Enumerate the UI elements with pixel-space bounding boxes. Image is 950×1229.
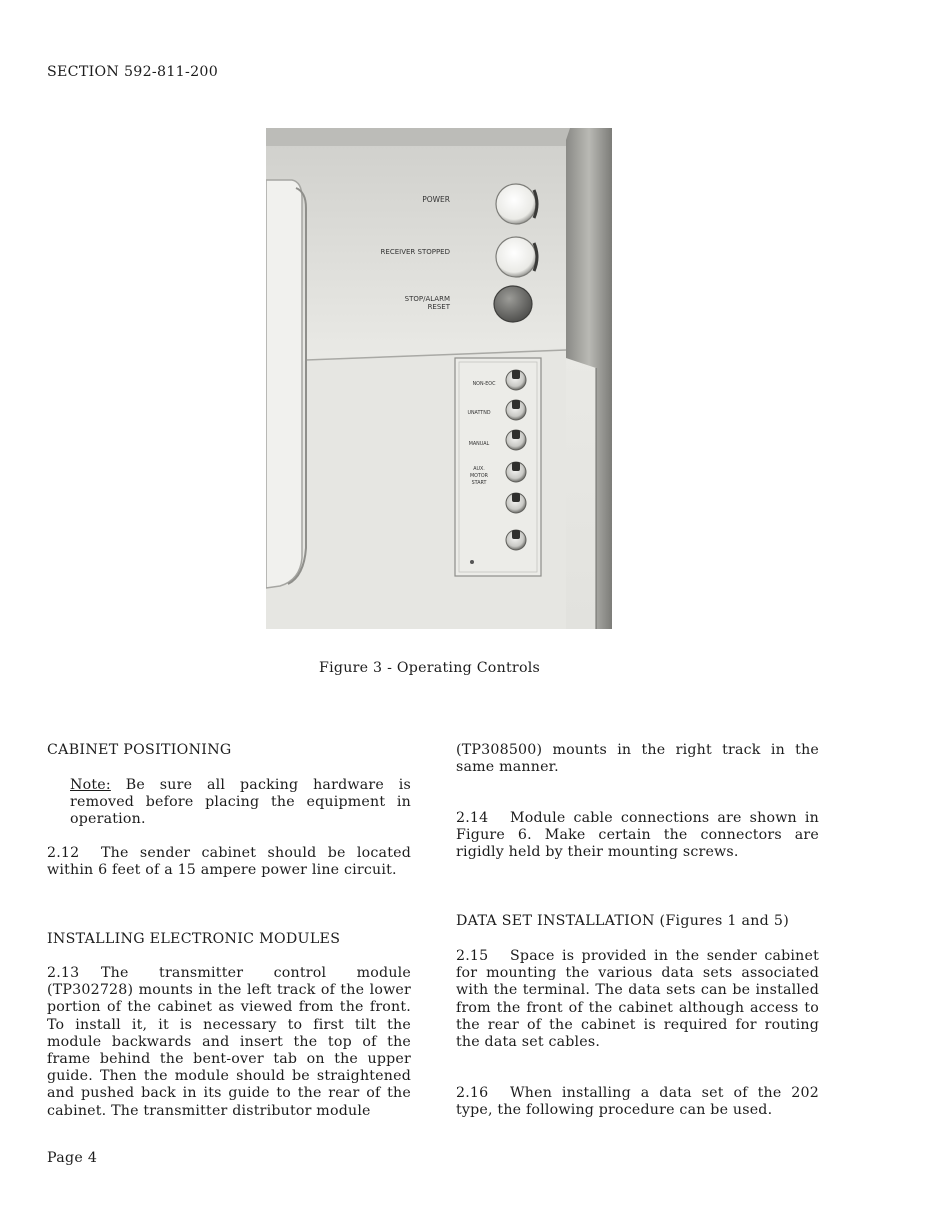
operating-controls-photo — [266, 128, 612, 629]
start-label: START — [471, 481, 487, 486]
paragraph-number: 2.14 — [456, 810, 489, 826]
paragraph-2-14 — [456, 810, 819, 862]
switch-knob-icon — [506, 493, 526, 513]
paragraph-text: The sender cabinet should be located within 6 feet of a 15 ampere power line circuit. — [47, 845, 411, 879]
paragraph-text: When installing a data set of the 202 type, the following procedure can be used. — [456, 1085, 819, 1119]
paragraph-text: The transmitter control module (TP302728) mounts in the left track of the lower portion of the cabinet as viewed from the front. To install it, it is necessary to first tilt the module backwards and insert the top of the frame behind the bent-over tab on the upper guide. Then the module should be straightened and pushed back in its guide to the rear of the cabinet. The transmitter distributor module — [47, 965, 411, 1119]
paragraph-2-16 — [456, 1085, 819, 1119]
page-number: Page 4 — [47, 1150, 98, 1166]
paragraph-number: 2.13 — [47, 965, 80, 981]
note-text: Be sure all packing hardware is removed before placing the equipment in operation. — [70, 777, 411, 828]
switch-knob-icon — [506, 400, 526, 420]
paragraph-text: Module cable connections are shown in Figure 6. Make certain the connectors are rigidly held by their mounting screws. — [456, 810, 819, 861]
reset-label: RESET — [427, 303, 450, 311]
paragraph-number: 2.12 — [47, 845, 80, 861]
power-label: POWER — [422, 195, 450, 204]
note-paragraph — [70, 777, 411, 829]
receiver-stopped-lamp-icon — [496, 237, 537, 277]
unattnd-label: UNATTND — [467, 411, 491, 416]
non-eoc-label: NON-EOC — [472, 382, 496, 387]
switch-knob-icon — [506, 462, 526, 482]
manual-label: MANUAL — [468, 442, 490, 447]
heading-cabinet-positioning: CABINET POSITIONING — [47, 742, 232, 758]
stop-alarm-label: STOP/ALARM — [404, 295, 450, 303]
figure-caption: Figure 3 - Operating Controls — [319, 660, 541, 676]
paragraph-text: Space is provided in the sender cabinet for mounting the various data sets associated with the terminal. The data sets can be installed from the front of the cabinet although access to the rear of the cabinet is required for routing the data set cables. — [456, 948, 819, 1051]
indicator-dot-icon — [470, 560, 474, 564]
power-lamp-icon — [496, 184, 537, 224]
paragraph-2-13-continued: (TP308500) mounts in the right track in the same manner. — [456, 742, 819, 776]
paragraph-number: 2.16 — [456, 1085, 489, 1101]
note-label: Note: — [70, 777, 111, 793]
aux-label: AUX. — [473, 467, 485, 472]
paragraph-2-13 — [47, 965, 411, 1120]
switch-knob-icon — [506, 430, 526, 450]
paragraph-2-15 — [456, 948, 819, 1051]
motor-label: MOTOR — [470, 474, 488, 479]
switch-knob-icon — [506, 530, 526, 550]
paragraph-number: 2.15 — [456, 948, 489, 964]
paragraph-2-12 — [47, 845, 411, 879]
section-header: SECTION 592-811-200 — [47, 64, 219, 80]
stop-alarm-reset-button-icon — [494, 286, 532, 322]
heading-installing-modules: INSTALLING ELECTRONIC MODULES — [47, 931, 341, 947]
receiver-stopped-label: RECEIVER STOPPED — [380, 248, 450, 256]
heading-data-set-installation: DATA SET INSTALLATION (Figures 1 and 5) — [456, 913, 790, 929]
switch-knob-icon — [506, 370, 526, 390]
